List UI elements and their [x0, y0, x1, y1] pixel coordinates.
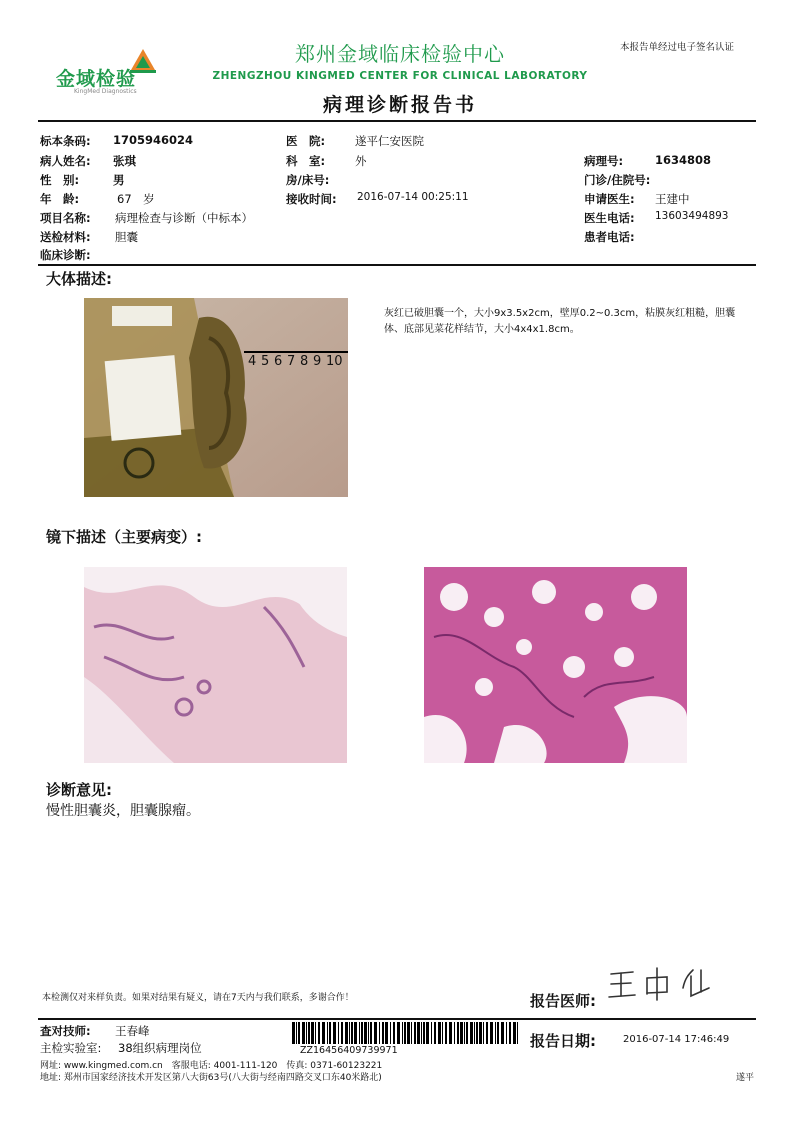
ruler-digit: 4 — [248, 354, 257, 369]
patient-name: 张琪 — [113, 154, 136, 168]
received-label: 接收时间: — [286, 192, 337, 206]
report-date-label: 报告日期: — [530, 1032, 596, 1050]
doctor-label: 申请医生: — [584, 192, 635, 206]
ruler-digit: 6 — [274, 354, 283, 369]
age-label: 年 龄: — [40, 192, 80, 206]
dept: 外 — [355, 154, 367, 168]
dept-label: 科 室: — [286, 154, 326, 168]
sex-label: 性 别: — [40, 173, 80, 187]
micrograph-low-power — [84, 567, 347, 763]
barcode-text: ZZ16456409739971 — [300, 1045, 398, 1056]
specimen-no-label: 标本条码: — [40, 134, 91, 148]
gross-description: 灰红已破胆囊一个，大小9x3.5x2cm，壁厚0.2~0.3cm，粘膜灰红粗糙，胆囊体、底部见菜花样结节，大小4x4x1.8cm。 — [384, 308, 736, 335]
path-no: 1634808 — [655, 153, 712, 167]
doctor-phone: 13603494893 — [655, 210, 729, 222]
website-line: 网址: www.kingmed.com.cn 客服电话: 4001-111-120 传真: 0371-60123221 — [40, 1061, 383, 1071]
doctor: 王建中 — [655, 192, 690, 206]
report-date: 2016-07-14 17:46:49 — [623, 1034, 730, 1045]
ruler-digit: 8 — [300, 354, 309, 369]
micro-title: 镜下描述（主要病变）: — [46, 528, 202, 546]
ruler-digit: 7 — [287, 354, 296, 369]
diagnosis-title: 诊断意见: — [46, 781, 112, 799]
hospital: 遂平仁安医院 — [355, 134, 424, 148]
disclaimer: 本检测仅对来样负责。如果对结果有疑义，请在7天内与我们联系，多谢合作！ — [42, 993, 354, 1003]
phone-label: 医生电话: — [584, 211, 635, 225]
patient-phone-label: 患者电话: — [584, 230, 635, 244]
gross-title: 大体描述: — [46, 270, 112, 288]
item-label: 项目名称: — [40, 211, 91, 225]
logo-subtext: KingMed Diagnostics — [74, 88, 137, 95]
micrograph-high-power — [424, 567, 687, 763]
material-label: 送检材料: — [40, 230, 91, 244]
path-no-label: 病理号: — [584, 154, 624, 168]
center-name-cn: 郑州金域临床检验中心 — [295, 42, 505, 66]
reporter-signature — [605, 966, 715, 1002]
lab-label: 主检实验室: — [40, 1041, 102, 1055]
corner-note: 遂平 — [736, 1073, 755, 1083]
info-divider — [38, 264, 756, 266]
received-time: 2016-07-14 00:25:11 — [357, 191, 469, 203]
ruler-digit: 5 — [261, 354, 270, 369]
material: 胆囊 — [115, 230, 138, 244]
diagnosis-text: 慢性胆囊炎，胆囊腺瘤。 — [46, 803, 200, 819]
hospital-label: 医 院: — [286, 134, 326, 148]
barcode — [292, 1022, 522, 1044]
ruler-digit: 10 — [326, 354, 343, 369]
bed-label: 房/床号: — [286, 173, 330, 187]
checker: 王春峰 — [115, 1024, 150, 1038]
ruler-digit: 9 — [313, 354, 322, 369]
address-line: 地址: 郑州市国家经济技术开发区第八大街63号(八大街与经南四路交叉口东40米路北) — [40, 1073, 382, 1083]
age: 67 岁 — [117, 192, 155, 206]
report-title: 病理诊断报告书 — [322, 94, 477, 116]
item: 病理检查与诊断（中标本） — [115, 211, 253, 225]
checker-label: 查对技师: — [40, 1024, 91, 1038]
center-name-en: ZHENGZHOU KINGMED CENTER FOR CLINICAL LABORATORY — [212, 70, 588, 82]
lab: 38组织病理岗位 — [118, 1041, 202, 1055]
ruler-digits — [248, 354, 344, 369]
logo-text: 金域检验 — [56, 68, 137, 90]
sex: 男 — [113, 173, 125, 187]
reporter-label: 报告医师: — [530, 992, 596, 1010]
outpatient-label: 门诊/住院号: — [584, 173, 651, 187]
header-divider — [38, 120, 756, 122]
kingmed-logo — [50, 48, 160, 98]
esign-note: 本报告单经过电子签名认证 — [620, 42, 735, 53]
footer-divider — [38, 1018, 756, 1020]
specimen-no: 1705946024 — [113, 133, 194, 147]
name-label: 病人姓名: — [40, 154, 91, 168]
gross-specimen-photo — [84, 298, 348, 497]
clinical-label: 临床诊断: — [40, 248, 91, 262]
